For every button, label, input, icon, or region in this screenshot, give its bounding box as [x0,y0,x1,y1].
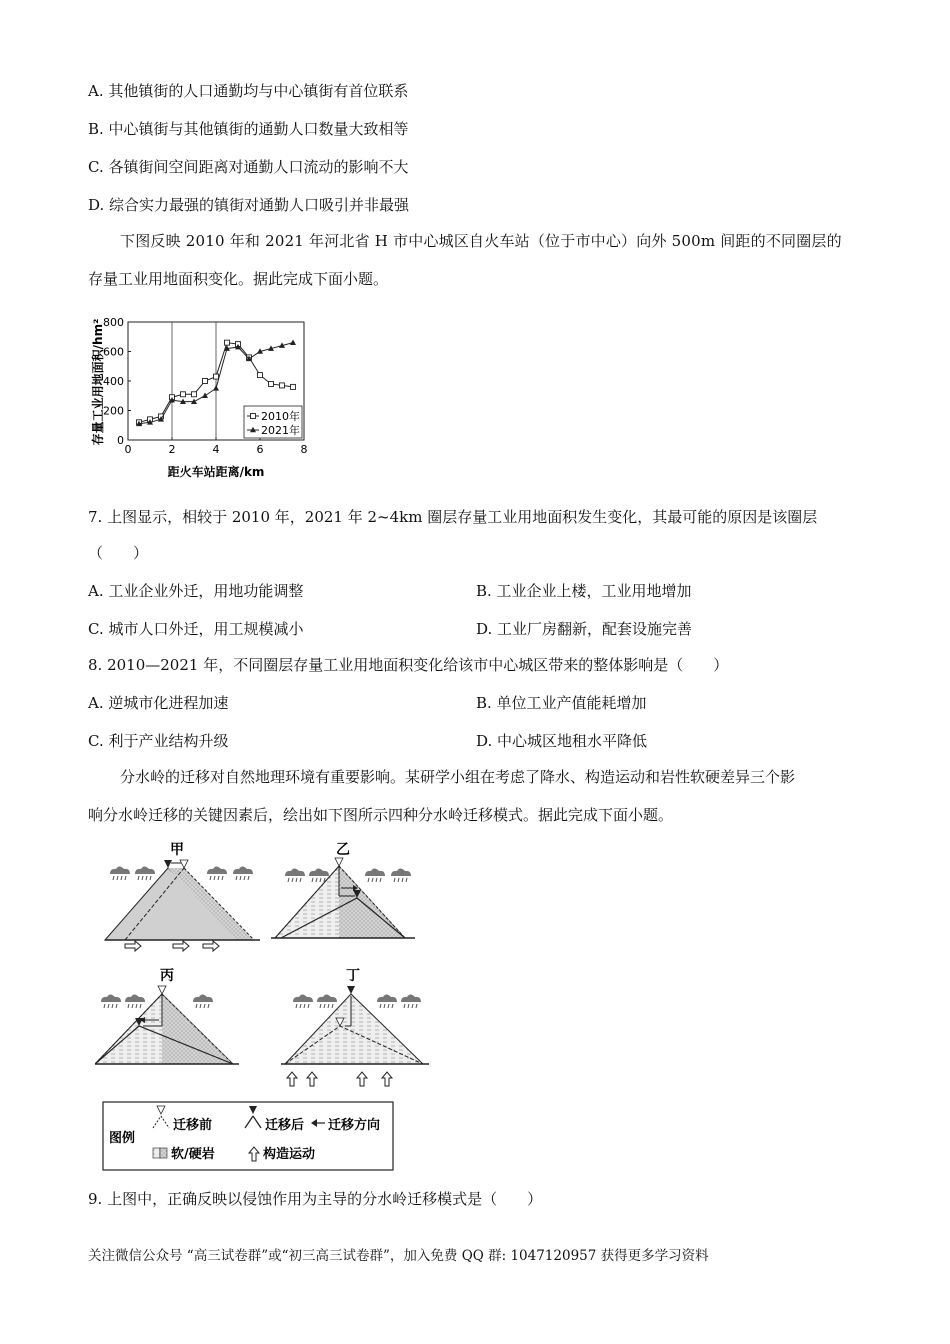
series-0-point-13 [280,383,285,388]
q7-stem: 7. 上图显示，相较于 2010 年，2021 年 2~4km 圈层存量工业用地面积发生变化，其最可能的原因是该圈层 [88,508,818,526]
industrial-land-chart [88,310,318,482]
chart-ylabel: 存量工业用地面积/hm² [91,318,105,446]
y-tick-label-3: 600 [103,345,124,359]
intro-2-line-1: 下图反映 2010 年和 2021 年河北省 H 市中心城区自火车站（位于市中心）向外 500m 间距的不同圈层的 [120,232,842,250]
q8-stem: 8. 2010—2021 年，不同圈层存量工业用地面积变化给该市中心城区带来的整体影响是（ ） [88,656,729,674]
series-0-point-4 [181,392,186,397]
q6-option-d: D. 综合实力最强的镇街对通勤人口吸引并非最强 [88,196,410,214]
diagram-label-ding: 丁 [346,968,360,984]
q8-option-c: C. 利于产业结构升级 [88,732,229,750]
q6-option-c: C. 各镇街间空间距离对通勤人口流动的影响不大 [88,158,409,176]
panel-ding [281,986,429,1086]
series-1-point-14 [290,339,296,345]
series-0-point-8 [225,340,230,345]
legend-label-0: 2010年 [261,410,300,423]
legend-label-1: 2021年 [261,424,300,437]
legend-title: 图例 [109,1131,136,1146]
series-0-point-7 [214,374,219,379]
x-tick-label-1: 2 [168,443,176,456]
watershed-migration-diagram [95,836,440,1176]
x-tick-label-0: 0 [124,443,132,456]
series-0-point-14 [291,384,296,389]
legend-after: 迁移后 [265,1118,305,1133]
y-tick-label-2: 400 [103,375,124,388]
intro-2-line-2: 存量工业用地面积变化。据此完成下面小题。 [88,270,389,288]
x-tick-label-4: 8 [300,443,308,456]
series-0-point-6 [203,379,208,384]
series-1-point-7 [213,385,219,391]
q6-option-b: B. 中心镇街与其他镇街的通勤人口数量大致相等 [88,120,409,138]
x-tick-label-3: 6 [256,443,264,456]
intro-3-line-2: 响分水岭迁移的关键因素后，绘出如下图所示四种分水岭迁移模式。据此完成下面小题。 [88,806,674,824]
panel-bing [95,986,239,1064]
legend-tectonic: 构造运动 [263,1147,316,1162]
y-tick-label-1: 200 [103,404,124,418]
page-footer: 关注微信公众号 “高三试卷群”或“初三高三试卷群”，加入免费 QQ 群: 1047120957 获得更多学习资料 [88,1248,709,1264]
q9-stem: 9. 上图中，正确反映以侵蚀作用为主导的分水岭迁移模式是（ ） [88,1190,543,1208]
panel-jia [105,860,260,951]
q8-option-a: A. 逆城市化进程加速 [88,694,229,712]
q7-option-d: D. 工业厂房翻新，配套设施完善 [476,620,693,638]
q7-option-b: B. 工业企业上楼，工业用地增加 [476,582,692,600]
series-0-point-5 [192,392,197,397]
diagram-label-jia: 甲 [170,842,184,858]
q6-option-a: A. 其他镇街的人口通勤均与中心镇街有首位联系 [88,82,409,100]
x-tick-label-2: 4 [212,443,220,456]
legend-before: 迁移前 [173,1118,213,1133]
diagram-legend [103,1102,393,1170]
q8-option-b: B. 单位工业产值能耗增加 [476,694,647,712]
q8-option-d: D. 中心城区地租水平降低 [476,732,648,750]
diagram-label-bing: 丙 [160,968,174,984]
diagram-label-yi: 乙 [336,842,350,858]
q7-bracket: （ ） [88,544,149,562]
chart-xlabel: 距火车站距离/km [167,465,265,479]
legend-rock: 软/硬岩 [171,1147,215,1162]
intro-3-line-1: 分水岭的迁移对自然地理环境有重要影响。某研学小组在考虑了降水、构造运动和岩性软硬差异三个影 [120,768,796,786]
series-0-point-12 [269,381,274,386]
panel-yi [271,858,415,938]
series-0-point-11 [258,373,263,378]
y-tick-label-4: 800 [103,316,124,329]
q7-option-c: C. 城市人口外迁，用工规模减小 [88,620,304,638]
y-tick-label-0: 0 [117,434,124,447]
legend-marker-0 [251,414,256,419]
series-1-point-6 [202,393,208,399]
legend-direction: 迁移方向 [328,1118,381,1133]
q7-option-a: A. 工业企业外迁，用地功能调整 [88,582,304,600]
